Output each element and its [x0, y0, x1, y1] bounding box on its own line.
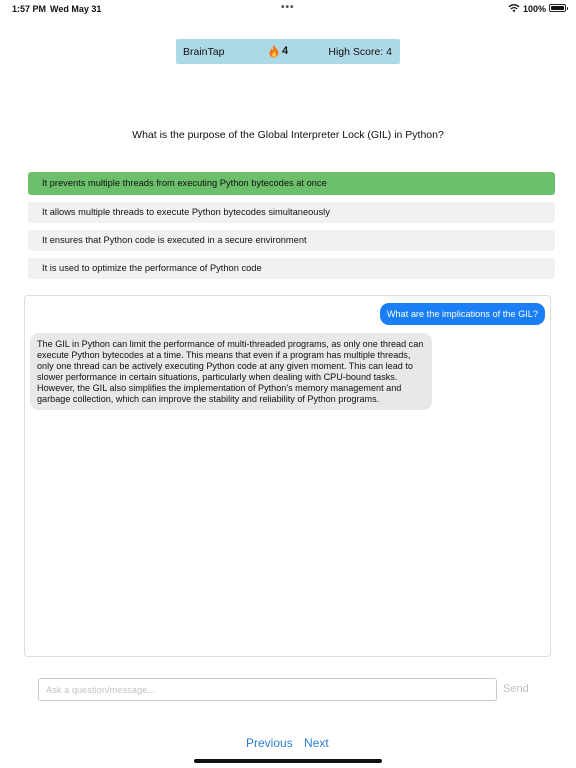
fire-icon: [268, 44, 280, 58]
home-indicator[interactable]: [194, 759, 382, 763]
answer-option-3[interactable]: It ensures that Python code is executed in a secure environment: [28, 230, 555, 251]
previous-button[interactable]: Previous: [246, 736, 293, 750]
answer-option-1[interactable]: It prevents multiple threads from executing Python bytecodes at once: [28, 172, 555, 195]
next-button[interactable]: Next: [304, 736, 329, 750]
user-message-bubble: What are the implications of the GIL?: [380, 303, 545, 325]
status-date: Wed May 31: [50, 4, 102, 14]
wifi-icon: [508, 3, 520, 13]
high-score: High Score: 4: [328, 46, 392, 58]
question-text: What is the purpose of the Global Interpreter Lock (GIL) in Python?: [132, 129, 444, 141]
chat-panel[interactable]: [24, 295, 551, 657]
score-bar: [176, 39, 400, 64]
message-input[interactable]: [38, 678, 497, 701]
battery-percentage: 100%: [523, 4, 547, 14]
answer-option-4[interactable]: It is used to optimize the performance of Python code: [28, 258, 555, 279]
assistant-message-bubble: The GIL in Python can limit the performance of multi-threaded programs, as only one thread can execute Python bytecodes at a time. This means that even if a program has multiple threads, only one thread can be actively executing Python code at any given moment. This can lead to slower performance in certain situations, particularly when dealing with CPU-bound tasks. However, the GIL also simplifies the implementation of Python's memory management and garbage collection, which can improve the stability and reliability of Python programs.: [30, 333, 432, 410]
status-bar: [0, 0, 576, 18]
app-title: BrainTap: [183, 46, 225, 58]
battery-icon: [549, 4, 566, 12]
streak-value: 4: [282, 45, 289, 57]
answer-option-2[interactable]: It allows multiple threads to execute Python bytecodes simultaneously: [28, 202, 555, 223]
send-button[interactable]: Send: [503, 683, 529, 695]
streak-counter: [268, 44, 288, 58]
multitasking-dots-icon[interactable]: •••: [281, 2, 295, 13]
status-time: 1:57 PM: [12, 4, 47, 14]
